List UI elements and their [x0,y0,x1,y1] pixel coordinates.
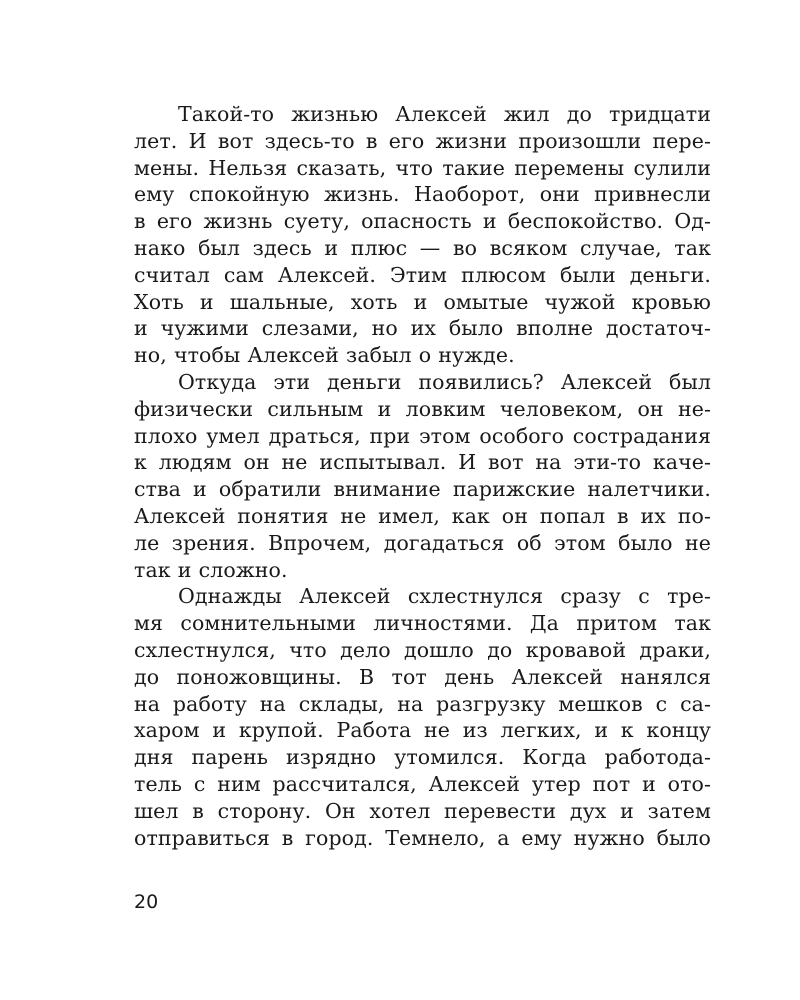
text-line: ства и обратили внимание парижские налетчики. [134,477,711,502]
text-line: шел в сторону. Он хотел перевести дух и затем [134,798,711,823]
text-line: так и сложно. [134,557,288,582]
text-line: харом и крупой. Работа не из легких, и к концу [134,718,711,743]
text-line: ему спокойную жизнь. Наоборот, они привнесли [134,182,711,207]
text-line: ле зрения. Впрочем, догадаться об этом было не [134,530,711,555]
text-line: но, чтобы Алексей забыл о нужде. [134,343,515,368]
text-line: схлестнулся, что дело дошло до кровавой драки, [134,637,711,662]
text-line: Однажды Алексей схлестнулся сразу с тре- [178,584,711,609]
page-number: 20 [134,891,159,913]
text-line: мя сомнительными личностями. Да притом так [134,611,711,636]
text-line: Откуда эти деньги появились? Алексей был [178,369,711,394]
text-line: плохо умел драться, при этом особого сострадания [134,423,711,448]
text-line: Такой-то жизнью Алексей жил до тридцати [178,102,711,126]
text-line: лет. И вот здесь-то в его жизни произошли пере- [134,128,711,153]
text-line: и чужими слезами, но их было вполне достаточ- [134,316,711,341]
text-line: нако был здесь и плюс — во всяком случае, так [134,235,711,260]
text-line: дня парень изрядно утомился. Когда работода- [134,745,711,770]
text-line: до поножовщины. В тот день Алексей нанялся [134,664,711,689]
body-text [134,101,711,851]
paragraph-1 [134,101,711,369]
text-line: тель с ним рассчитался, Алексей утер пот и ото- [134,771,711,796]
text-line: физически сильным и ловким человеком, он не- [134,396,711,421]
text-line: Хоть и шальные, хоть и омытые чужой кровью [134,289,711,314]
paragraph-2 [134,369,711,583]
text-line: к людям он не испытывал. И вот на эти-то каче- [134,450,711,475]
text-line: считал сам Алексей. Этим плюсом были деньги. [134,262,711,287]
paragraph-3 [134,583,711,851]
text-line: в его жизнь суету, опасность и беспокойство. Од- [134,209,711,234]
text-line: на работу на склады, на разгрузку мешков с са- [134,691,711,716]
text-line: Алексей понятия не имел, как он попал в их по- [134,503,711,528]
text-line: мены. Нельзя сказать, что такие перемены сулили [134,155,711,180]
text-line: отправиться в город. Темнело, а ему нужно было [134,825,711,850]
